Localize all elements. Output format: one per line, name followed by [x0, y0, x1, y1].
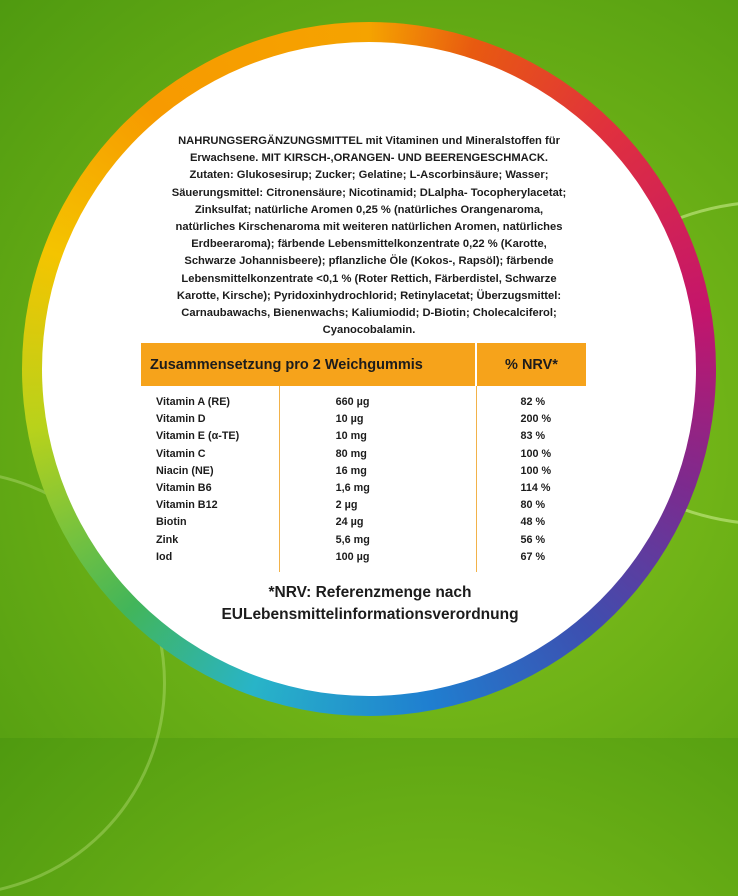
- nutrient-nrv: 114 %: [520, 482, 551, 495]
- header-nrv: % NRV*: [476, 343, 586, 386]
- footnote-line-1: *NRV: Referenzmenge nach: [268, 584, 472, 601]
- table-row: [141, 386, 586, 411]
- table-row: [141, 463, 586, 480]
- nutrient-name: Vitamin D: [141, 411, 279, 428]
- nutrient-name: Niacin (NE): [141, 463, 279, 480]
- nutrient-nrv: 82 %: [520, 396, 546, 408]
- table-body: [141, 386, 586, 572]
- header-composition: Zusammensetzung pro 2 Weichgummis: [141, 343, 476, 386]
- nutrient-nrv: 100 %: [520, 447, 552, 460]
- nutrient-amount: 10 µg: [279, 411, 476, 428]
- table-row: [141, 480, 586, 497]
- nutrient-amount: 16 mg: [279, 463, 476, 480]
- table-row: [141, 514, 586, 531]
- footnote-line-2: EULebensmittelinformationsverordnung: [221, 606, 519, 623]
- nutrient-amount: 1,6 mg: [279, 480, 476, 497]
- nutrient-nrv: 83 %: [520, 430, 546, 443]
- nutrient-name: Vitamin A (RE): [141, 386, 279, 411]
- table-row: [141, 549, 586, 572]
- nutrient-name: Vitamin B12: [141, 497, 279, 514]
- nutrient-nrv: 80 %: [520, 499, 546, 512]
- table-row: [141, 532, 586, 549]
- ingredients-text: NAHRUNGSERGÄNZUNGSMITTEL mit Vitaminen und Mineralstoffen für Erwachsene. MIT KIRSCH-,ORANGEN- UND BEERENGESCHMACK. Zutaten: Glukosesirup; Zucker; Gelatine; L-Ascorbinsäure; Wasser; Säuerungsmittel: Citronensäure; Nicotinamid; DLalpha- Tocopherylacetat; Zinksulfat; natürliche Aromen 0,25 % (natürliches Orangenaroma, natürliches Kirschenaroma mit weiteren natürlichen Aromen, natürliches Erdbeeraroma); färbende Lebensmittelkonzentrate 0,22 % (Karotte, Schwarze Johannisbeere); pflanzliche Öle (Kokos-, Rapsöl); färbende Lebensmittelkonzentrate <0,1 % (Roter Rettich, Färberdistel, Schwarze Karotte, Kirsche); Pyridoxinhydrochlorid; Retinylacetat; Überzugsmittel: Carnaubawachs, Bienenwachs; Kaliumiodid; D-Biotin; Cholecalciferol; Cyanocobalamin.: [171, 135, 567, 337]
- nutrient-amount: 660 µg: [279, 386, 476, 411]
- nutrient-amount: 24 µg: [279, 514, 476, 531]
- table-row: [141, 428, 586, 445]
- nutrient-name: Iod: [141, 549, 279, 572]
- nutrient-amount: 5,6 mg: [279, 532, 476, 549]
- nutrient-name: Zink: [141, 532, 279, 549]
- nutrient-amount: 100 µg: [279, 549, 476, 572]
- nrv-footnote: [170, 582, 570, 626]
- nutrient-amount: 80 mg: [279, 446, 476, 463]
- nutrient-nrv: 67 %: [520, 550, 546, 563]
- nutrient-name: Vitamin E (α-TE): [141, 428, 279, 445]
- nutrient-nrv: 100 %: [520, 464, 552, 477]
- table-row: [141, 411, 586, 428]
- table-header-row: [141, 343, 586, 386]
- nutrient-amount: 10 mg: [279, 428, 476, 445]
- nutrient-name: Biotin: [141, 514, 279, 531]
- table-row: [141, 446, 586, 463]
- nutrient-nrv: 48 %: [520, 516, 546, 529]
- table-row: [141, 497, 586, 514]
- nutrient-amount: 2 µg: [279, 497, 476, 514]
- nutrition-table: [141, 343, 586, 572]
- nutrient-nrv: 56 %: [520, 533, 546, 546]
- nutrient-nrv: 200 %: [520, 413, 552, 426]
- nutrient-name: Vitamin C: [141, 446, 279, 463]
- nutrient-name: Vitamin B6: [141, 480, 279, 497]
